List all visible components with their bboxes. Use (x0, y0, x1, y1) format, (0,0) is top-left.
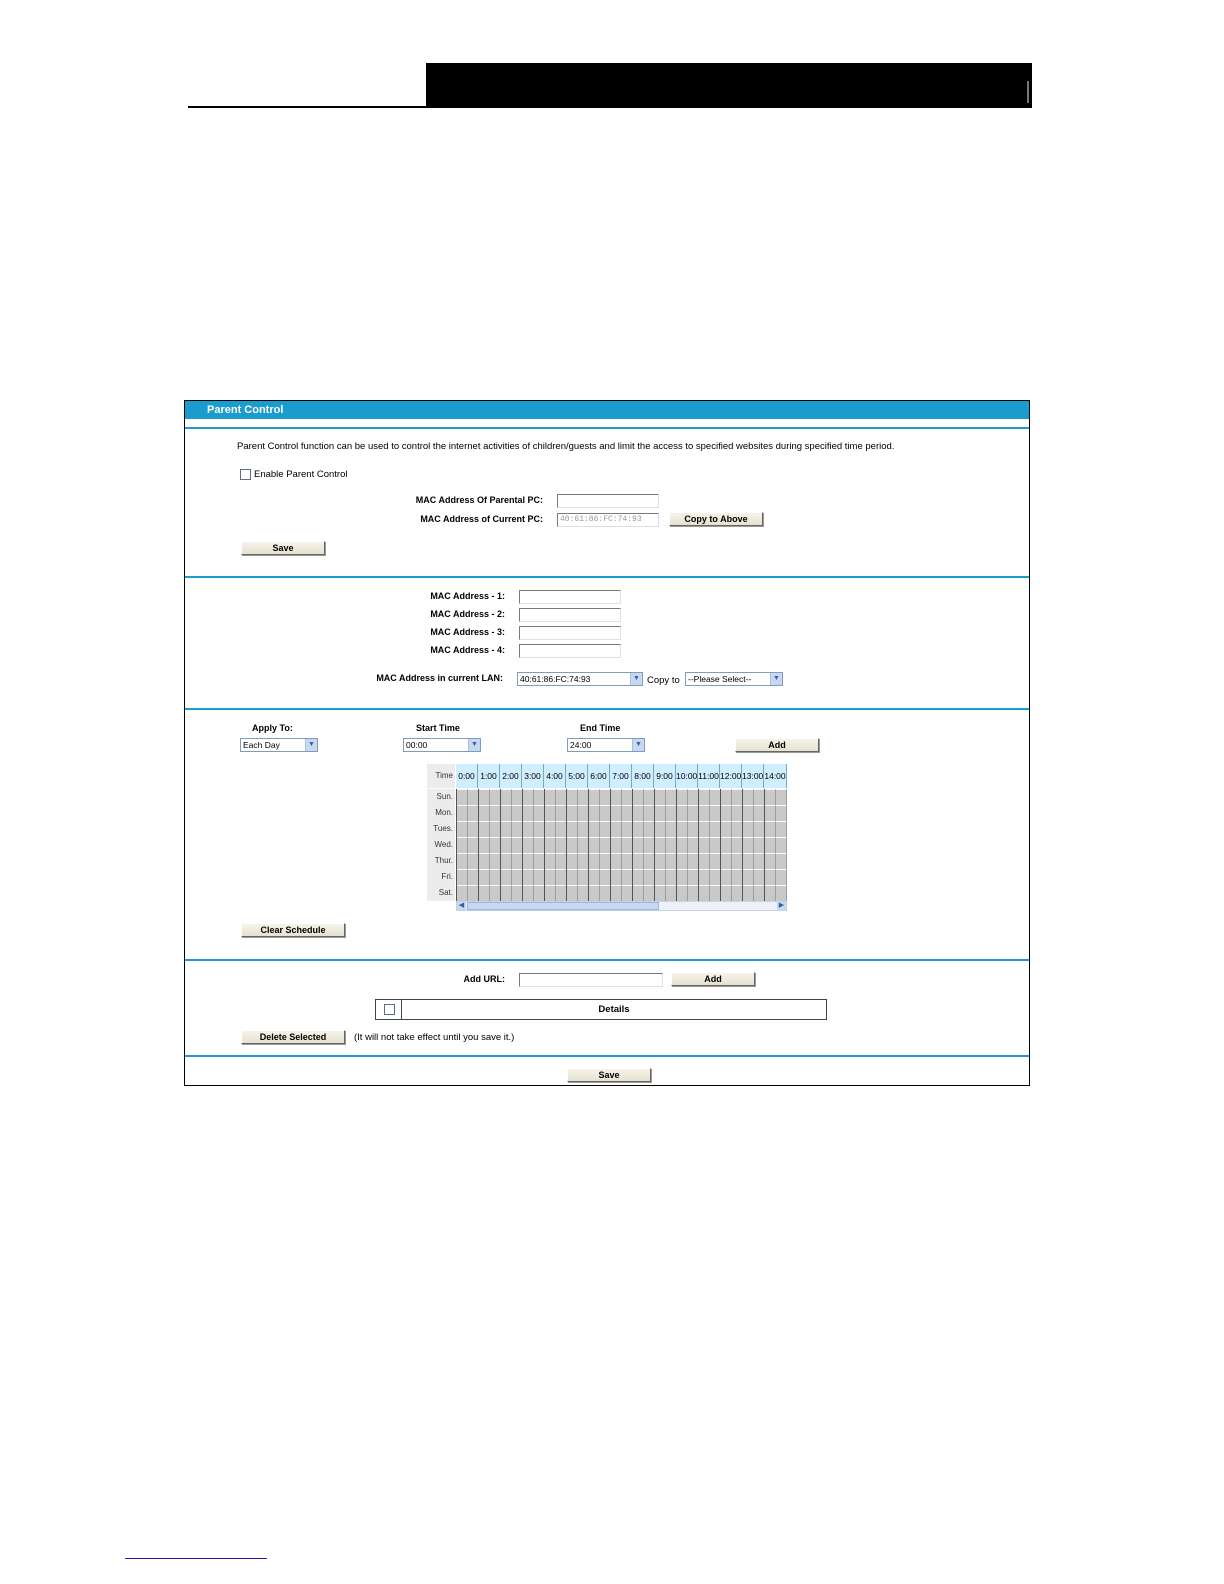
section-divider (185, 1055, 1029, 1057)
start-time-value: 00:00 (406, 740, 428, 750)
clear-schedule-button[interactable]: Clear Schedule (241, 923, 345, 937)
grid-hour-label: 8:00 (632, 764, 654, 788)
apply-to-label: Apply To: (252, 723, 293, 733)
grid-hour-divider (456, 789, 457, 901)
apply-to-select[interactable] (240, 738, 318, 752)
mac-current-input: 40:61:86:FC:74:93 (557, 513, 659, 527)
mac-current-label: MAC Address of Current PC: (420, 514, 543, 524)
chevron-down-icon: ▼ (630, 673, 642, 685)
mac-address-2-label: MAC Address - 2: (430, 609, 505, 619)
mac-parental-label: MAC Address Of Parental PC: (415, 495, 543, 505)
grid-hour-divider (588, 789, 589, 901)
grid-hour-label: 5:00 (566, 764, 588, 788)
grid-hour-divider (566, 789, 567, 901)
grid-hour-divider (632, 789, 633, 901)
add-schedule-button[interactable]: Add (735, 738, 819, 752)
header-rule (188, 106, 428, 108)
mac-lan-label: MAC Address in current LAN: (376, 673, 503, 683)
mac-address-3-label: MAC Address - 3: (430, 627, 505, 637)
grid-hour-label: 7:00 (610, 764, 632, 788)
chevron-down-icon: ▼ (468, 739, 480, 751)
scroll-left-icon[interactable]: ◀ (458, 902, 465, 909)
grid-day-label: Mon. (435, 808, 453, 817)
scroll-right-icon[interactable]: ▶ (778, 902, 785, 909)
grid-day-label: Tues. (433, 824, 453, 833)
header-bar-mark (1027, 81, 1029, 103)
grid-hour-divider (698, 789, 699, 901)
mac-address-4-input[interactable] (519, 644, 621, 658)
details-header: Details (598, 1004, 630, 1015)
grid-hour-label: 1:00 (478, 764, 500, 788)
copy-to-label: Copy to (647, 675, 680, 686)
save-button-top[interactable]: Save (241, 541, 325, 555)
chevron-down-icon: ▼ (770, 673, 782, 685)
start-time-select[interactable] (403, 738, 481, 752)
grid-hour-divider (610, 789, 611, 901)
grid-hour-label: 12:00 (720, 764, 742, 788)
url-details-table (375, 999, 827, 1020)
grid-hour-divider (742, 789, 743, 901)
grid-hour-divider (478, 789, 479, 901)
grid-day-label: Sat. (438, 888, 453, 897)
grid-hour-divider (676, 789, 677, 901)
end-time-select[interactable] (567, 738, 645, 752)
header-bar (426, 63, 1032, 108)
mac-address-1-input[interactable] (519, 590, 621, 604)
grid-cells[interactable] (456, 789, 787, 901)
details-select-all-cell (376, 1000, 402, 1019)
grid-hour-label: 10:00 (676, 764, 698, 788)
grid-hour-label: 0:00 (456, 764, 478, 788)
mac-address-3-input[interactable] (519, 626, 621, 640)
add-url-button[interactable]: Add (671, 972, 755, 986)
apply-to-value: Each Day (243, 740, 280, 750)
grid-day-label: Thur. (434, 856, 453, 865)
section-divider (185, 708, 1029, 710)
grid-day-label: Fri. (441, 872, 453, 881)
grid-hour-label: 4:00 (544, 764, 566, 788)
grid-hour-label: 14:00 (764, 764, 787, 788)
grid-hour-divider (720, 789, 721, 901)
mac-lan-value: 40:61:86:FC:74:93 (520, 674, 591, 684)
chevron-down-icon: ▼ (632, 739, 644, 751)
copy-to-select[interactable] (685, 672, 783, 686)
grid-hour-divider (544, 789, 545, 901)
add-url-label: Add URL: (463, 974, 505, 984)
enable-parent-control-label: Enable Parent Control (254, 469, 348, 480)
mac-address-1-label: MAC Address - 1: (430, 591, 505, 601)
grid-hour-label: 3:00 (522, 764, 544, 788)
mac-lan-select[interactable] (517, 672, 643, 686)
grid-scrollbar[interactable] (456, 901, 787, 911)
panel-title: Parent Control (207, 404, 284, 416)
copy-to-above-button[interactable]: Copy to Above (669, 512, 763, 526)
grid-hour-divider (500, 789, 501, 901)
grid-time-header: Time (427, 764, 455, 788)
chevron-down-icon: ▼ (305, 739, 317, 751)
panel-title-bar (185, 401, 1029, 419)
section-divider (185, 576, 1029, 578)
grid-hour-label: 2:00 (500, 764, 522, 788)
grid-hour-divider (764, 789, 765, 901)
description-text: Parent Control function can be used to control the internet activities of children/guests and limit the access to specified websites during specified time period. (237, 441, 895, 452)
section-divider (185, 959, 1029, 961)
grid-hour-divider (522, 789, 523, 901)
copy-to-value: --Please Select-- (688, 674, 752, 684)
save-button-bottom[interactable]: Save (567, 1068, 651, 1082)
schedule-grid[interactable] (427, 764, 789, 912)
enable-parent-control-checkbox[interactable] (240, 469, 251, 480)
grid-hour-label: 6:00 (588, 764, 610, 788)
parent-control-panel (184, 400, 1030, 1086)
grid-hour-label: 9:00 (654, 764, 676, 788)
mac-parental-input[interactable] (557, 494, 659, 508)
grid-day-label: Sun. (436, 792, 453, 801)
grid-hour-label: 11:00 (698, 764, 720, 788)
grid-day-label: Wed. (434, 840, 453, 849)
mac-address-2-input[interactable] (519, 608, 621, 622)
mac-address-4-label: MAC Address - 4: (430, 645, 505, 655)
end-time-value: 24:00 (570, 740, 592, 750)
footer-link-underline (125, 1558, 267, 1559)
select-all-checkbox[interactable] (384, 1004, 395, 1015)
delete-selected-button[interactable]: Delete Selected (241, 1030, 345, 1044)
grid-hour-divider (654, 789, 655, 901)
save-note: (It will not take effect until you save it.) (354, 1032, 515, 1043)
section-divider (185, 427, 1029, 429)
grid-hour-label: 13:00 (742, 764, 764, 788)
add-url-input[interactable] (519, 973, 663, 987)
start-time-label: Start Time (416, 723, 460, 733)
scrollbar-thumb[interactable] (467, 902, 659, 910)
end-time-label: End Time (580, 723, 621, 733)
